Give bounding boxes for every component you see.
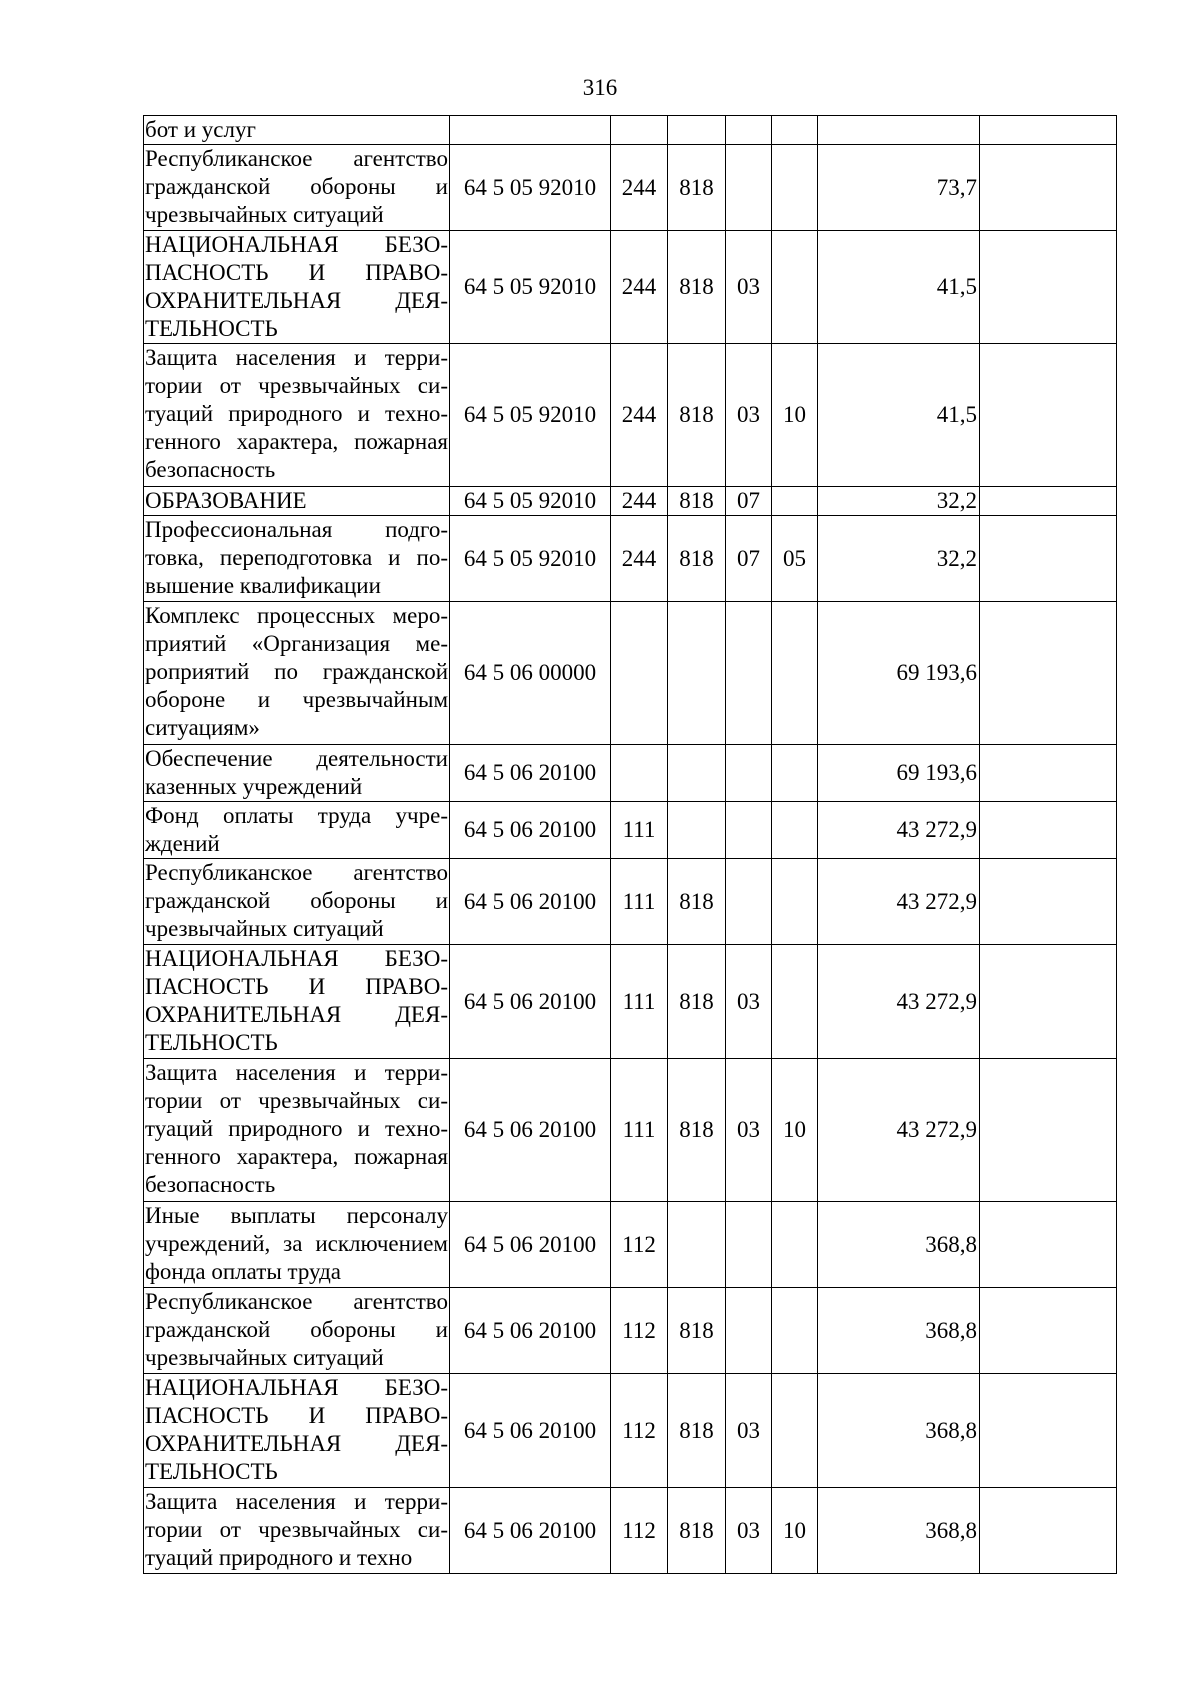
row-vr-cell: 244 — [611, 487, 668, 516]
row-name-cell: Защита населения и территории от чрезвычайных ситуаций природного и техногенного характера, пожарная безопасность — [144, 1059, 450, 1202]
row-sum-cell: 69 193,6 — [818, 602, 980, 745]
row-vr-cell: 111 — [611, 859, 668, 945]
row-name-cell: НАЦИОНАЛЬНАЯ БЕЗОПАСНОСТЬ И ПРАВООХРАНИТЕЛЬНАЯ ДЕЯТЕЛЬНОСТЬ — [144, 231, 450, 344]
row-sum-cell: 43 272,9 — [818, 802, 980, 859]
row-grbs-cell: 818 — [668, 145, 726, 231]
row-vr-cell: 244 — [611, 145, 668, 231]
row-name-cell: НАЦИОНАЛЬНАЯ БЕЗОПАСНОСТЬ И ПРАВООХРАНИТЕЛЬНАЯ ДЕЯТЕЛЬНОСТЬ — [144, 945, 450, 1059]
row-name-cell: Республиканское агентство гражданской обороны и чрезвычайных ситуаций — [144, 145, 450, 231]
row-grbs-cell: 818 — [668, 516, 726, 602]
row-name-cell: Комплекс процессных мероприятий «Организация мероприятий по гражданской обороне и чрезвычайным ситуациям» — [144, 602, 450, 745]
row-extra-cell — [980, 1202, 1117, 1288]
row-vr-cell: 244 — [611, 344, 668, 487]
row-name-cell: Обеспечение деятельности казенных учреждений — [144, 745, 450, 802]
row-csr-cell: 64 5 06 20100 — [450, 1202, 611, 1288]
row-csr-cell: 64 5 06 20100 — [450, 1488, 611, 1574]
row-pr-cell — [772, 859, 818, 945]
row-grbs-cell — [668, 802, 726, 859]
row-rz-cell — [726, 745, 772, 802]
row-pr-cell: 10 — [772, 1488, 818, 1574]
row-sum-cell: 368,8 — [818, 1374, 980, 1488]
row-csr-cell: 64 5 05 92010 — [450, 145, 611, 231]
row-vr-cell: 112 — [611, 1374, 668, 1488]
row-vr-cell — [611, 745, 668, 802]
table-body — [144, 116, 1117, 1574]
row-extra-cell — [980, 1059, 1117, 1202]
table-row — [144, 859, 1117, 945]
row-rz-cell: 03 — [726, 344, 772, 487]
row-name-cell: Фонд оплаты труда учреждений — [144, 802, 450, 859]
row-grbs-cell: 818 — [668, 859, 726, 945]
row-name-cell: Республиканское агентство гражданской обороны и чрезвычайных ситуаций — [144, 1288, 450, 1374]
row-sum-cell: 43 272,9 — [818, 1059, 980, 1202]
row-vr-cell: 111 — [611, 802, 668, 859]
table-row — [144, 1059, 1117, 1202]
row-rz-cell — [726, 859, 772, 945]
row-pr-cell — [772, 1202, 818, 1288]
row-pr-cell — [772, 1374, 818, 1488]
row-vr-cell: 112 — [611, 1288, 668, 1374]
row-rz-cell: 03 — [726, 1059, 772, 1202]
row-csr-cell: 64 5 06 20100 — [450, 1059, 611, 1202]
row-grbs-cell: 818 — [668, 1059, 726, 1202]
row-csr-cell: 64 5 06 00000 — [450, 602, 611, 745]
row-sum-cell: 368,8 — [818, 1202, 980, 1288]
row-pr-cell — [772, 602, 818, 745]
row-grbs-cell — [668, 602, 726, 745]
row-name-cell: бот и услуг — [144, 116, 450, 145]
row-vr-cell — [611, 116, 668, 145]
row-csr-cell: 64 5 06 20100 — [450, 745, 611, 802]
row-grbs-cell: 818 — [668, 1488, 726, 1574]
table-row — [144, 602, 1117, 745]
row-pr-cell: 10 — [772, 344, 818, 487]
row-sum-cell: 41,5 — [818, 344, 980, 487]
row-grbs-cell — [668, 745, 726, 802]
row-csr-cell: 64 5 05 92010 — [450, 516, 611, 602]
row-extra-cell — [980, 802, 1117, 859]
row-pr-cell — [772, 1288, 818, 1374]
row-extra-cell — [980, 487, 1117, 516]
row-csr-cell — [450, 116, 611, 145]
row-rz-cell — [726, 1202, 772, 1288]
row-name-cell: Профессиональная подготовка, переподготовка и повышение квалификации — [144, 516, 450, 602]
row-pr-cell — [772, 745, 818, 802]
table-row — [144, 231, 1117, 344]
table-row — [144, 802, 1117, 859]
row-extra-cell — [980, 1288, 1117, 1374]
row-csr-cell: 64 5 05 92010 — [450, 344, 611, 487]
row-pr-cell — [772, 802, 818, 859]
row-sum-cell: 368,8 — [818, 1288, 980, 1374]
row-sum-cell: 43 272,9 — [818, 945, 980, 1059]
row-rz-cell: 03 — [726, 1374, 772, 1488]
row-vr-cell: 111 — [611, 945, 668, 1059]
row-sum-cell: 32,2 — [818, 516, 980, 602]
row-pr-cell — [772, 487, 818, 516]
row-extra-cell — [980, 145, 1117, 231]
table-row — [144, 1488, 1117, 1574]
row-vr-cell: 244 — [611, 231, 668, 344]
row-extra-cell — [980, 859, 1117, 945]
row-csr-cell: 64 5 06 20100 — [450, 859, 611, 945]
row-extra-cell — [980, 1488, 1117, 1574]
row-sum-cell — [818, 116, 980, 145]
row-vr-cell — [611, 602, 668, 745]
row-grbs-cell — [668, 1202, 726, 1288]
row-pr-cell — [772, 945, 818, 1059]
row-grbs-cell: 818 — [668, 945, 726, 1059]
row-name-cell: Иные выплаты персоналу учреждений, за исключением фонда оплаты труда — [144, 1202, 450, 1288]
row-sum-cell: 69 193,6 — [818, 745, 980, 802]
table-row — [144, 1288, 1117, 1374]
row-rz-cell — [726, 145, 772, 231]
row-csr-cell: 64 5 06 20100 — [450, 802, 611, 859]
row-rz-cell — [726, 602, 772, 745]
row-extra-cell — [980, 231, 1117, 344]
table-row — [144, 145, 1117, 231]
row-name-cell: Защита населения и территории от чрезвычайных ситуаций природного и техногенного характера, пожарная безопасность — [144, 344, 450, 487]
table-row — [144, 116, 1117, 145]
row-pr-cell — [772, 231, 818, 344]
row-extra-cell — [980, 1374, 1117, 1488]
row-pr-cell — [772, 116, 818, 145]
table-row — [144, 745, 1117, 802]
row-extra-cell — [980, 344, 1117, 487]
row-extra-cell — [980, 516, 1117, 602]
row-extra-cell — [980, 745, 1117, 802]
page-number: 316 — [582, 75, 618, 100]
table-row — [144, 487, 1117, 516]
row-grbs-cell: 818 — [668, 231, 726, 344]
row-vr-cell: 112 — [611, 1488, 668, 1574]
table-row — [144, 945, 1117, 1059]
row-grbs-cell: 818 — [668, 1288, 726, 1374]
row-vr-cell: 111 — [611, 1059, 668, 1202]
row-extra-cell — [980, 945, 1117, 1059]
row-sum-cell: 41,5 — [818, 231, 980, 344]
row-rz-cell: 07 — [726, 516, 772, 602]
row-sum-cell: 32,2 — [818, 487, 980, 516]
row-pr-cell: 05 — [772, 516, 818, 602]
row-name-cell: НАЦИОНАЛЬНАЯ БЕЗОПАСНОСТЬ И ПРАВООХРАНИТЕЛЬНАЯ ДЕЯТЕЛЬНОСТЬ — [144, 1374, 450, 1488]
row-name-cell: Защита населения и территории от чрезвычайных ситуаций природного и техно — [144, 1488, 450, 1574]
row-grbs-cell — [668, 116, 726, 145]
row-csr-cell: 64 5 06 20100 — [450, 1288, 611, 1374]
row-grbs-cell: 818 — [668, 344, 726, 487]
row-name-cell: ОБРАЗОВАНИЕ — [144, 487, 450, 516]
row-rz-cell: 03 — [726, 231, 772, 344]
row-rz-cell — [726, 116, 772, 145]
row-pr-cell: 10 — [772, 1059, 818, 1202]
row-sum-cell: 368,8 — [818, 1488, 980, 1574]
row-pr-cell — [772, 145, 818, 231]
table-row — [144, 1374, 1117, 1488]
row-vr-cell: 244 — [611, 516, 668, 602]
row-extra-cell — [980, 602, 1117, 745]
row-name-cell: Республиканское агентство гражданской обороны и чрезвычайных ситуаций — [144, 859, 450, 945]
row-csr-cell: 64 5 05 92010 — [450, 231, 611, 344]
row-rz-cell: 03 — [726, 945, 772, 1059]
budget-table — [143, 115, 1117, 1574]
table-row — [144, 344, 1117, 487]
table-row — [144, 1202, 1117, 1288]
row-sum-cell: 73,7 — [818, 145, 980, 231]
row-rz-cell — [726, 802, 772, 859]
row-rz-cell: 03 — [726, 1488, 772, 1574]
row-grbs-cell: 818 — [668, 1374, 726, 1488]
table-row — [144, 516, 1117, 602]
row-grbs-cell: 818 — [668, 487, 726, 516]
row-csr-cell: 64 5 06 20100 — [450, 945, 611, 1059]
row-csr-cell: 64 5 05 92010 — [450, 487, 611, 516]
row-vr-cell: 112 — [611, 1202, 668, 1288]
row-extra-cell — [980, 116, 1117, 145]
row-rz-cell — [726, 1288, 772, 1374]
row-csr-cell: 64 5 06 20100 — [450, 1374, 611, 1488]
row-sum-cell: 43 272,9 — [818, 859, 980, 945]
row-rz-cell: 07 — [726, 487, 772, 516]
